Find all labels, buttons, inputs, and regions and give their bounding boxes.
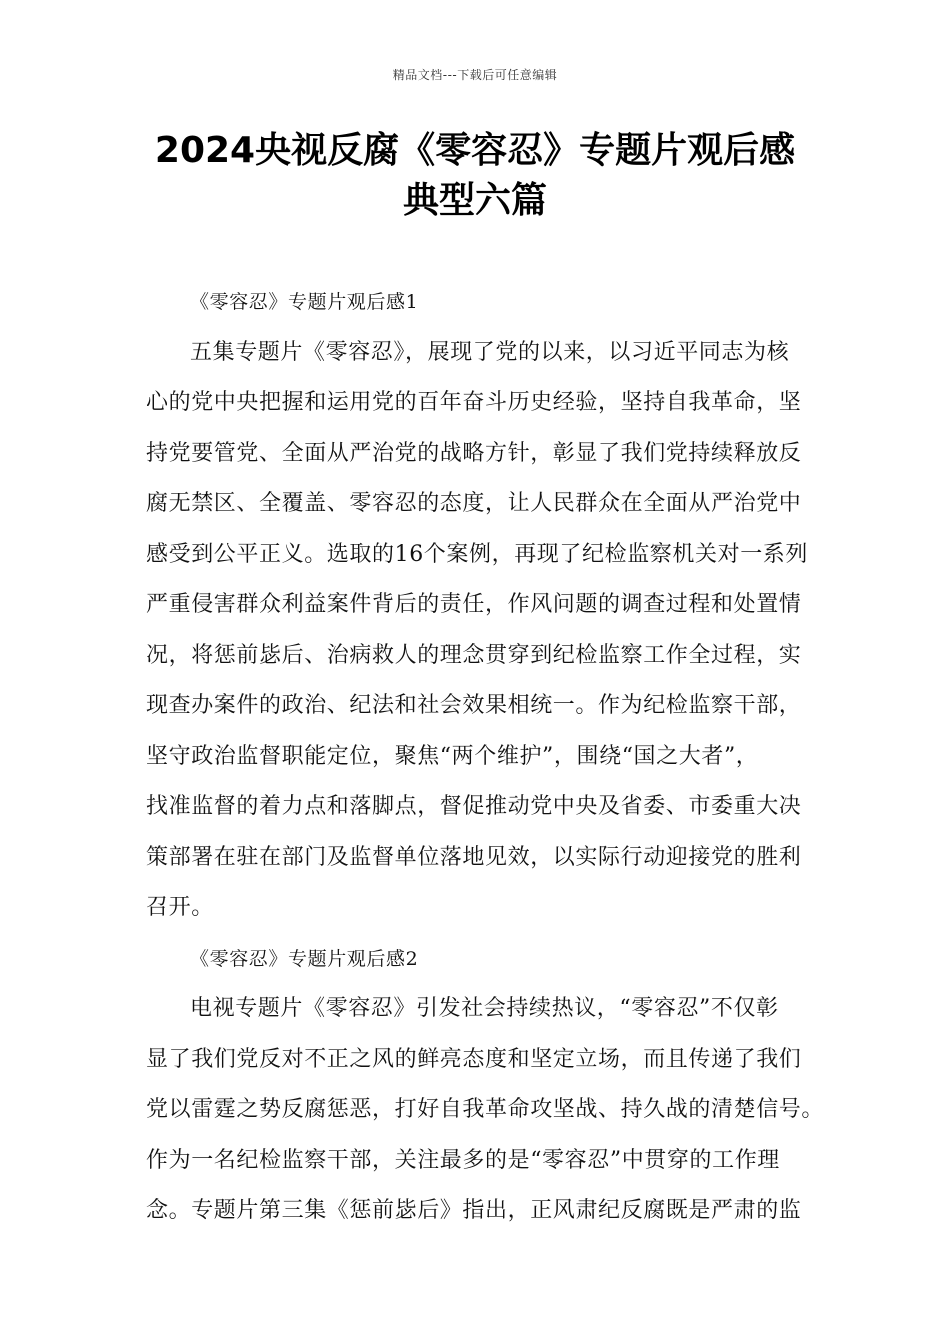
paragraph-line: 五集专题片《零容忍》，展现了党的以来，以习近平同志为核 [190,339,790,365]
document-title [0,126,950,226]
paragraph-line: 持党要管党、全面从严治党的战略方针，彰显了我们党持续释放反 [146,440,802,466]
paragraph-line: 坚守政治监督职能定位，聚焦“两个维护”，围绕“国之大者”， [146,743,759,769]
paragraph-line: 电视专题片《零容忍》引发社会持续热议，“零容忍”不仅彰 [190,996,779,1021]
title-line-1: 2024央视反腐《零容忍》专题片观后感 [154,130,796,171]
paragraph-line: 作为一名纪检监察干部，关注最多的是“零容忍”中贯穿的工作理 [146,1147,780,1173]
paragraph-line: 显了我们党反对不正之风的鲜亮态度和坚定立场，而且传递了我们 [146,1046,802,1072]
paragraph-line: 念。专题片第三集《惩前毖后》指出，正风肃纪反腐既是严肃的监 [146,1198,802,1223]
section-heading: 《零容忍》专题片观后感2 [190,947,419,970]
paragraph-line: 严重侵害群众利益案件背后的责任，作风问题的调查过程和处置情 [146,592,802,617]
paragraph-line: 策部署在驻在部门及监督单位落地见效，以实际行动迎接党的胜利 [146,844,802,870]
paragraph-line: 现查办案件的政治、纪法和社会效果相统一。作为纪检监察干部， [146,693,802,718]
paragraph-line: 找准监督的着力点和落脚点，督促推动党中央及省委、市委重大决 [146,794,802,819]
paragraph-line: 腐无禁区、全覆盖、零容忍的态度，让人民群众在全面从严治党中 [146,491,802,516]
header-note: 精品文档---下载后可任意编辑 [392,68,558,82]
title-line-2: 典型六篇 [402,180,547,221]
paragraph-line: 感受到公平正义。选取的16个案例，再现了纪检监察机关对一系列 [146,541,808,567]
paragraph-line: 党以雷霆之势反腐惩恶，打好自我革命攻坚战、持久战的清楚信号。 [146,1097,825,1122]
body-text [146,282,825,1242]
paragraph-line: 召开。 [146,895,214,920]
paragraph-line: 况，将惩前毖后、治病救人的理念贯穿到纪检监察工作全过程，实 [146,642,802,668]
paragraph-line: 心的党中央把握和运用党的百年奋斗历史经验，坚持自我革命，坚 [146,390,802,415]
section-heading: 《零容忍》专题片观后感1 [190,291,419,313]
